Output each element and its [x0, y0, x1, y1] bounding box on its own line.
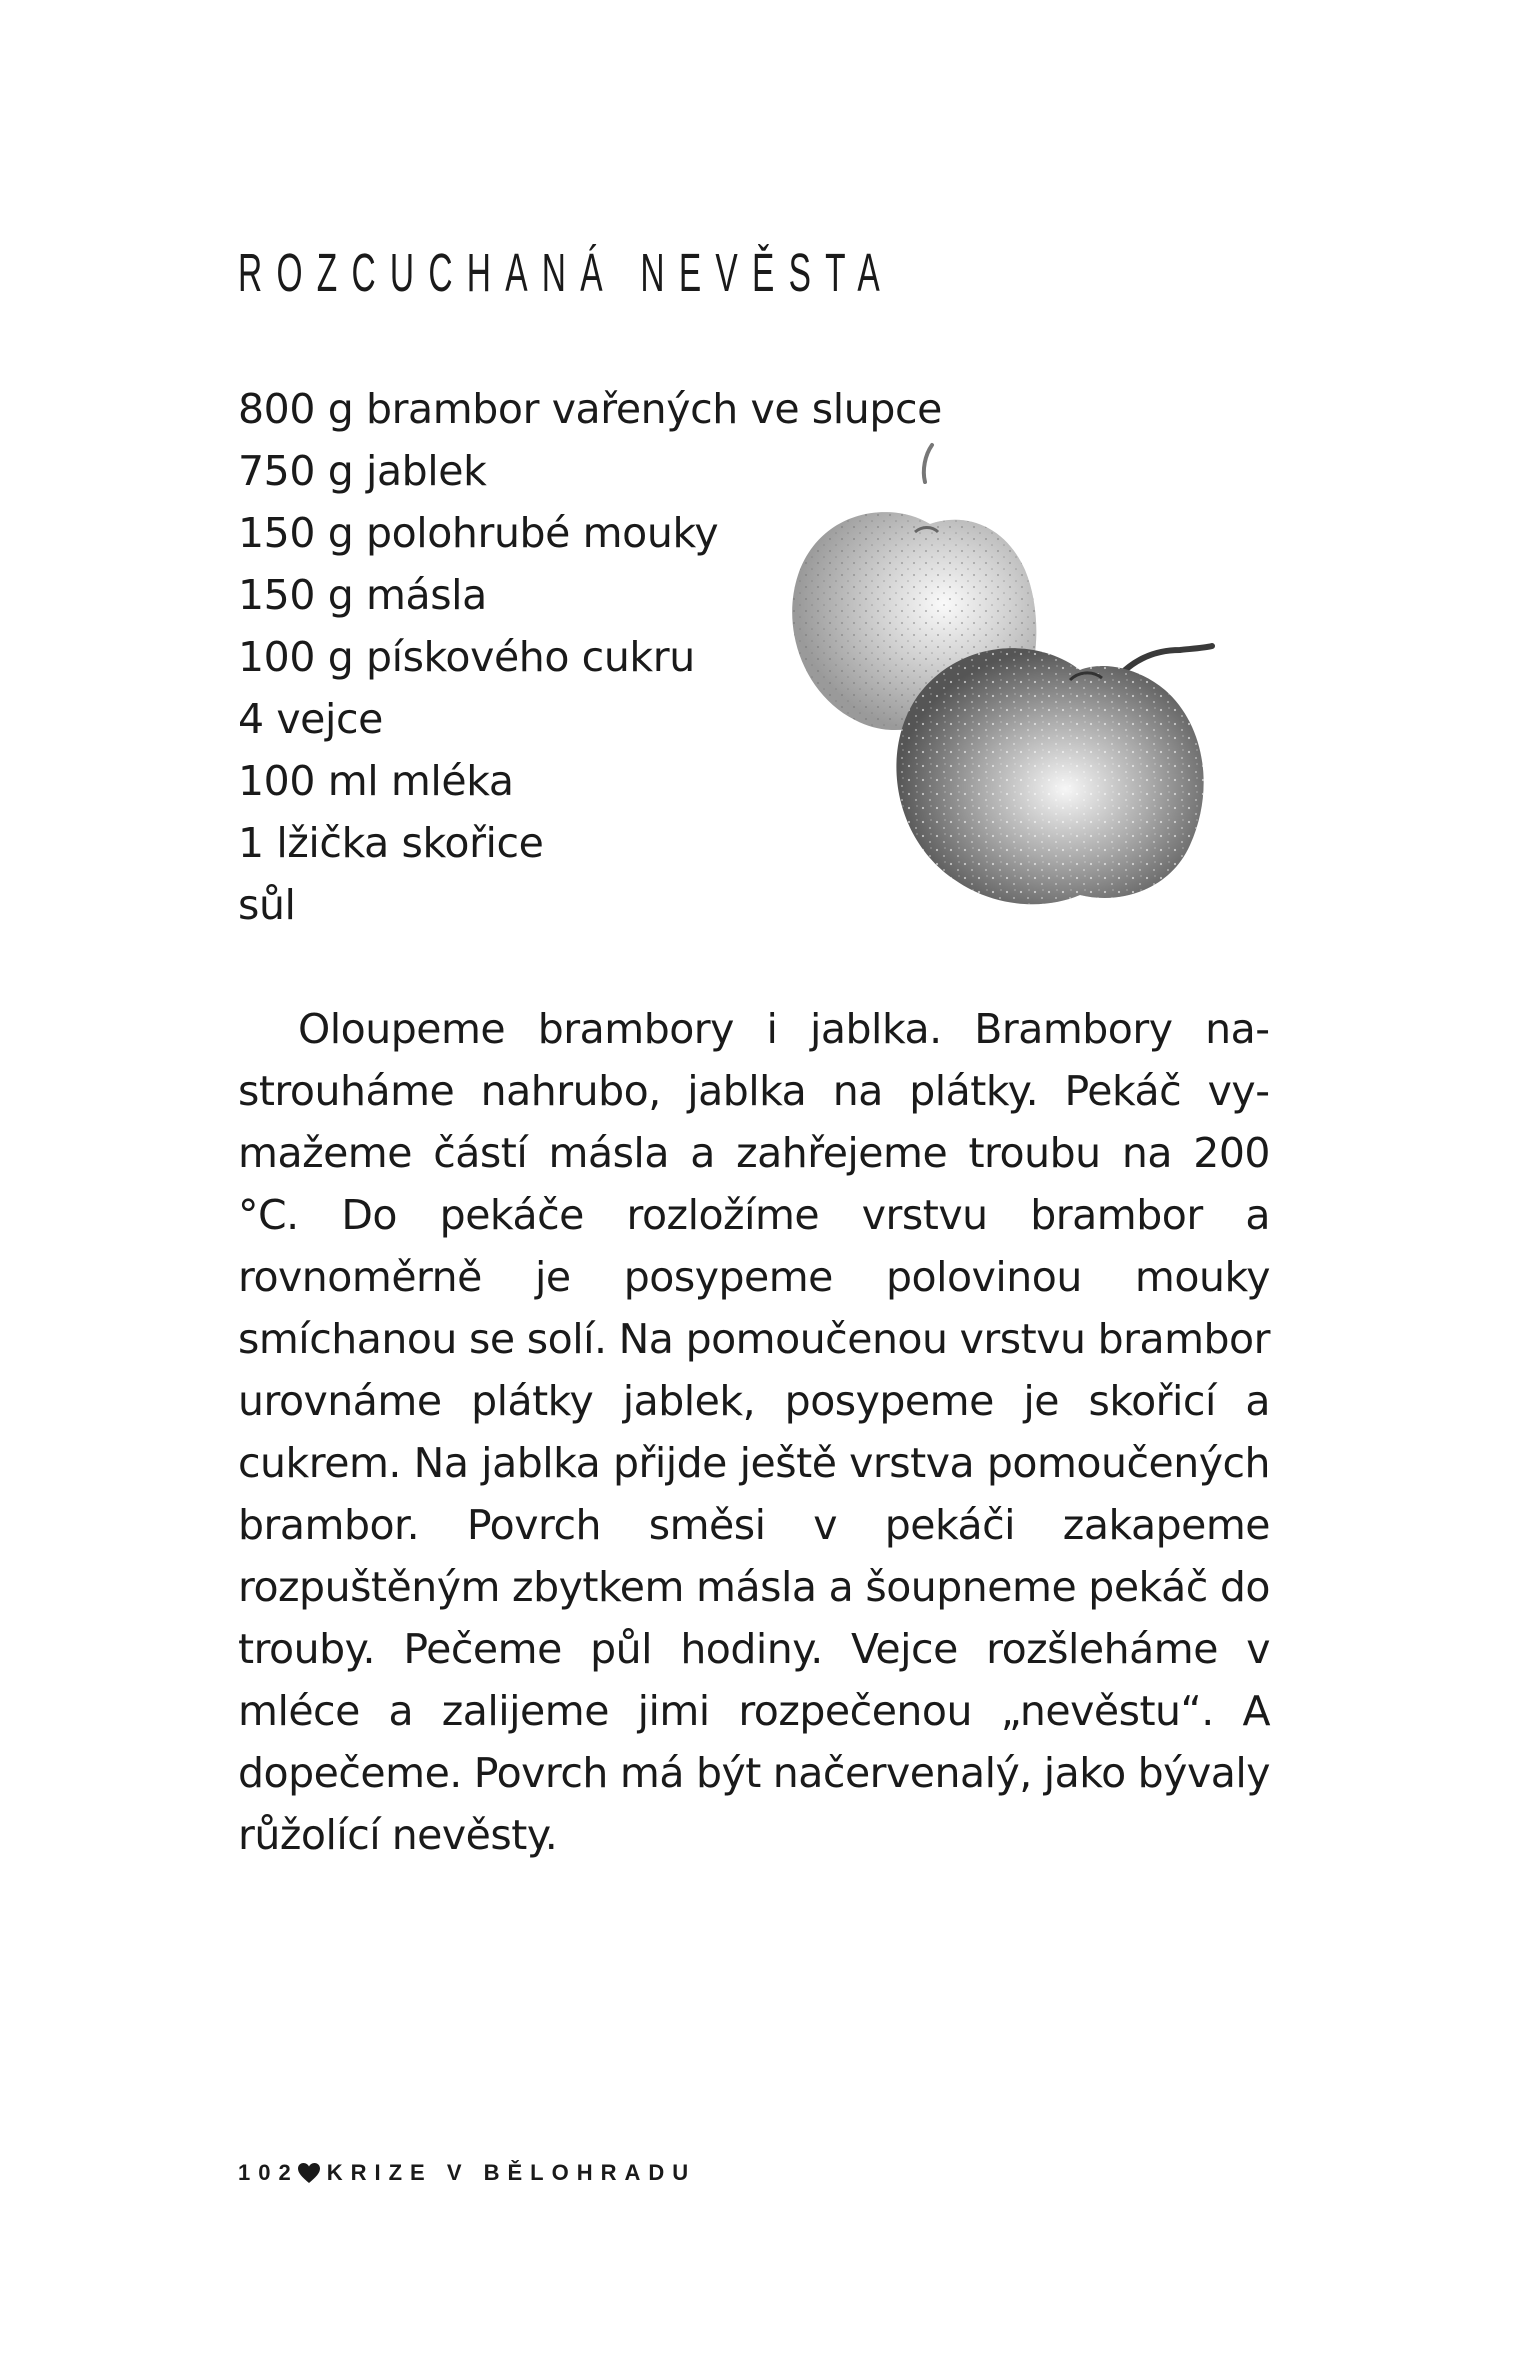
ingredient-item: 100 ml mléka	[238, 757, 514, 805]
apples-illustration	[780, 440, 1230, 940]
ingredient-item: sůl	[238, 881, 296, 929]
heart-icon	[297, 2162, 321, 2184]
ingredient-item: 1 lžička skořice	[238, 819, 544, 867]
ingredient-item: 100 g pískového cukru	[238, 633, 695, 681]
ingredient-item: 150 g polohrubé mouky	[238, 509, 719, 557]
ingredient-item: 150 g másla	[238, 571, 487, 619]
recipe-title: ROZCUCHANÁ NEVĚSTA	[238, 243, 895, 303]
book-title: KRIZE V BĚLOHRADU	[326, 2160, 697, 2185]
recipe-method: Oloupeme brambory i jablka. Brambory nastrouháme nahrubo, jablka na plátky. Pekáč vymažeme částí másla a zahřejeme troubu na 200 °C. Do pekáče rozložíme vrstvu brambor a rovnoměrně je posypeme polovinou mouky smíchanou se solí. Na pomoučenou vrstvu brambor urovnáme plátky jablek, posypeme je skořicí a cukrem. Na jablka přijde ještě vrstva pomoučených brambor. Povrch směsi v pekáči zakapeme rozpuštěným zbytkem másla a šoupneme pekáč do trouby. Pečeme půl hodiny. Vejce rozšleháme v mléce a zalijeme jimi rozpečenou „nevěstu“. A dopečeme. Povrch má být načervenalý, jako bývaly růžolící nevěsty.	[238, 1005, 1270, 1859]
ingredient-item: 4 vejce	[238, 695, 383, 743]
dark-apple	[896, 646, 1212, 904]
ingredient-item: 800 g brambor vařených ve slupce	[238, 385, 942, 433]
page-number: 102	[238, 2160, 299, 2185]
ingredient-item: 750 g jablek	[238, 447, 487, 495]
page-footer	[238, 2158, 696, 2188]
